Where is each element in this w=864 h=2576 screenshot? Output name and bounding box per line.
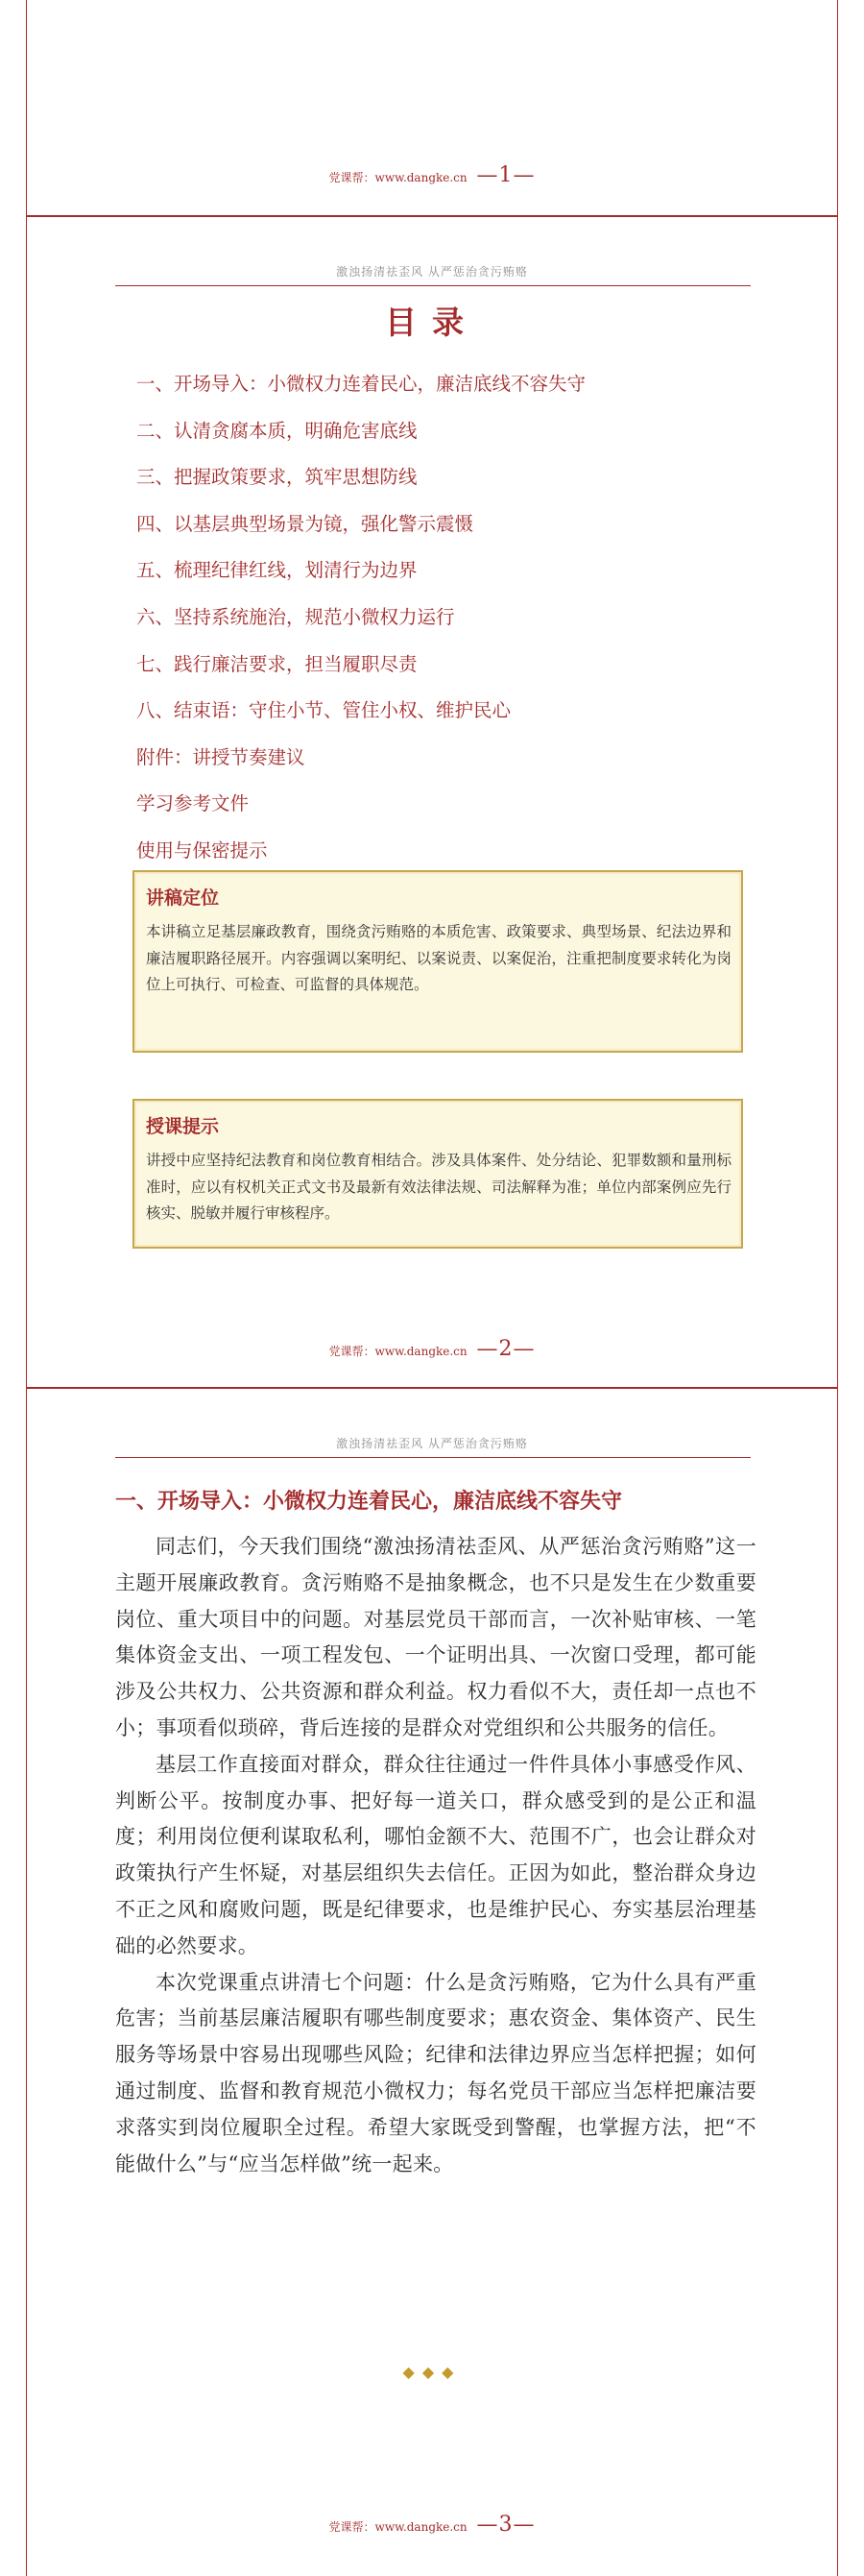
page-number: 2 [498,1337,514,1361]
footer-label: 党课帮： [328,1345,375,1358]
page-1 [26,0,838,215]
footer-site: www.dangke.cn [374,1345,468,1358]
toc-item[interactable]: 学习参考文件 [136,792,250,815]
toc-item[interactable]: 六、坚持系统施治，规范小微权力运行 [136,605,455,628]
footer-label: 党课帮： [328,2520,375,2534]
footer-label: 党课帮： [328,171,375,184]
toc-item[interactable]: 七、践行廉洁要求，担当履职尽责 [136,652,418,675]
toc-title: 目录 [385,304,479,341]
page-3 [26,1389,838,2576]
footer-dash: — [513,1337,536,1361]
page-2 [26,217,838,1387]
page-footer [27,1337,837,1361]
toc-item[interactable]: 三、把握政策要求，筑牢思想防线 [136,466,418,489]
section-body [115,1529,756,2182]
section-ornament: ◆◆◆ [402,2363,462,2381]
paragraph: 基层工作直接面对群众，群众往往通过一件件具体小事感受作风、判断公平。按制度办事、把好每一道关口，群众感受到的是公正和温度；利用岗位便利谋取私利，哪怕金额不大、范围不广，也会让群众对政策执行产生怀疑，对基层组织失去信任。正因为如此，整治群众身边不正之风和腐败问题，既是纪律要求，也是维护民心、夯实基层治理基础的必然要求。 [115,1752,756,1957]
page-number: 1 [498,163,514,187]
box-title: 讲稿定位 [146,887,220,909]
footer-dash: — [476,1337,499,1361]
paragraph: 同志们，今天我们围绕“激浊扬清祛歪风、从严惩治贪污贿赂”这一主题开展廉政教育。贪污贿赂不是抽象概念，也不只是发生在少数重要岗位、重大项目中的问题。对基层党员干部而言，一次补贴审核、一笔集体资金支出、一项工程发包、一个证明出具、一次窗口受理，都可能涉及公共权力、公共资源和群众利益。权力看似不大，责任却一点也不小；事项看似琐碎，背后连接的是群众对党组织和公共服务的信任。 [115,1535,756,1739]
page-number: 3 [498,2513,514,2537]
toc-item[interactable]: 四、以基层典型场景为镜，强化警示震慑 [136,512,474,535]
running-header: 激浊扬清祛歪风 从严惩治贪污贿赂 [336,265,528,279]
section-title: 一、开场导入：小微权力连着民心，廉洁底线不容失守 [115,1489,623,1514]
box-title: 授课提示 [146,1116,220,1137]
positioning-box [132,870,743,1053]
toc-item[interactable]: 一、开场导入：小微权力连着民心，廉洁底线不容失守 [136,373,587,395]
toc-item[interactable]: 八、结束语：守住小节、管住小权、维护民心 [136,699,512,722]
footer-dash: — [513,163,536,187]
header-rule [115,1457,751,1458]
page-footer [27,163,837,187]
footer-dash: — [476,163,499,187]
footer-site: www.dangke.cn [374,171,468,184]
toc-item[interactable]: 附件：讲授节奏建议 [136,745,305,768]
toc-item[interactable]: 使用与保密提示 [136,838,268,862]
toc-item[interactable]: 五、梳理纪律红线，划清行为边界 [136,559,418,582]
box-text: 讲授中应坚持纪法教育和岗位教育相结合。涉及具体案件、处分结论、犯罪数额和量刑标准时，应以有权机关正式文书及最新有效法律法规、司法解释为准；单位内部案例应先行核实、脱敏并履行审核程序。 [146,1152,732,1222]
toc-item[interactable]: 二、认清贪腐本质，明确危害底线 [136,419,418,442]
toc-list [136,361,586,875]
paragraph: 本次党课重点讲清七个问题：什么是贪污贿赂，它为什么具有严重危害；当前基层廉洁履职有哪些制度要求；惠农资金、集体资产、民生服务等场景中容易出现哪些风险；纪律和法律边界应当怎样把握；如何通过制度、监督和教育规范小微权力；每名党员干部应当怎样把廉洁要求落实到岗位履职全过程。希望大家既受到警醒，也掌握方法，把“不能做什么”与“应当怎样做”统一起来。 [115,1970,756,2175]
running-header: 激浊扬清祛歪风 从严惩治贪污贿赂 [336,1437,528,1450]
footer-site: www.dangke.cn [374,2520,468,2534]
footer-dash: — [513,2513,536,2537]
page-footer [27,2513,837,2537]
box-text: 本讲稿立足基层廉政教育，围绕贪污贿赂的本质危害、政策要求、典型场景、纪法边界和廉洁履职路径展开。内容强调以案明纪、以案说责、以案促治，注重把制度要求转化为岗位上可执行、可检查、可监督的具体规范。 [146,923,732,993]
header-rule [115,285,751,286]
footer-dash: — [476,2513,499,2537]
teaching-tips-box [132,1099,743,1249]
